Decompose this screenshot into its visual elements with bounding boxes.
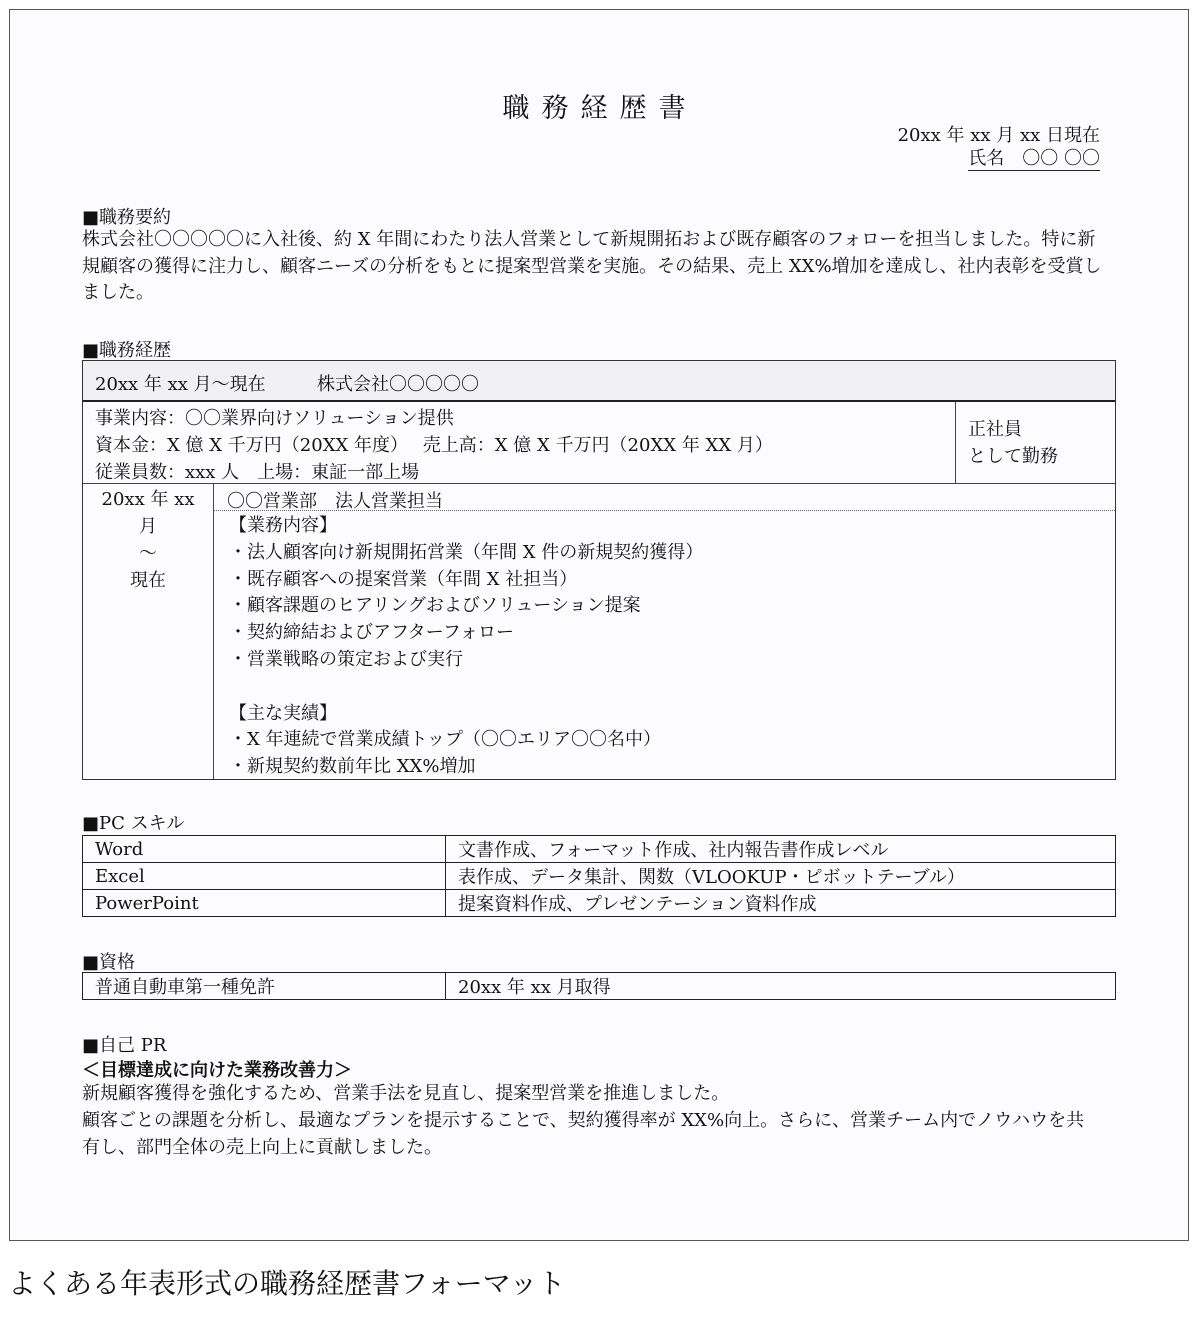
skill-tool: Word bbox=[83, 836, 446, 863]
history-heading: ■職務経歴 bbox=[82, 340, 172, 361]
resume-document bbox=[9, 9, 1189, 1241]
company-employees: 従業員数：xxx 人 上場：東証一部上場 bbox=[95, 462, 420, 483]
divider bbox=[83, 483, 1115, 484]
company-business: 事業内容：〇〇業界向けソリューション提供 bbox=[95, 408, 454, 429]
pc-skills-table bbox=[82, 835, 1116, 917]
achievements-heading: 【主な実績】 bbox=[229, 702, 337, 724]
skill-tool: PowerPoint bbox=[83, 890, 446, 917]
self-pr-subheading: ＜目標達成に向けた業務改善力＞ bbox=[82, 1060, 352, 1081]
period-line: 現在 bbox=[130, 570, 166, 591]
duty-item: ・既存顧客への提案営業（年間 X 社担当） bbox=[229, 568, 578, 590]
self-pr-line-1: 新規顧客獲得を強化するため、営業手法を見直し、提案型営業を推進しました。 bbox=[82, 1083, 730, 1104]
applicant-name: 氏名 〇〇 〇〇 bbox=[968, 148, 1100, 169]
duties-list bbox=[229, 513, 703, 781]
table-row bbox=[83, 890, 1116, 917]
blank-line bbox=[229, 674, 703, 701]
achievement-item: ・X 年連続で営業成績トップ（〇〇エリア〇〇名中） bbox=[229, 729, 661, 751]
document-date: 20xx 年 xx 月 xx 日現在 bbox=[897, 125, 1100, 146]
period-line: ～ bbox=[139, 543, 157, 564]
company-info bbox=[83, 402, 956, 484]
summary-heading: ■職務要約 bbox=[82, 207, 172, 228]
duty-item: ・契約締結およびアフターフォロー bbox=[229, 622, 514, 644]
achievement-item: ・新規契約数前年比 XX%増加 bbox=[229, 756, 476, 778]
period-cell bbox=[83, 484, 214, 779]
duties-heading: 【業務内容】 bbox=[229, 515, 337, 536]
image-caption: よくある年表形式の職務経歴書フォーマット bbox=[8, 1267, 566, 1300]
employment-type-line-1: 正社員 bbox=[968, 419, 1022, 440]
document-title: 職務経歴書 bbox=[502, 93, 698, 124]
career-history-table bbox=[82, 360, 1116, 780]
employment-type-line-2: として勤務 bbox=[968, 446, 1058, 467]
period-line: 月 bbox=[139, 516, 157, 537]
qualification-name: 普通自動車第一種免許 bbox=[83, 973, 446, 1000]
table-row bbox=[83, 973, 1116, 1000]
department: 〇〇営業部 法人営業担当 bbox=[227, 491, 443, 512]
skill-level: 提案資料作成、プレゼンテーション資料作成 bbox=[446, 890, 1116, 917]
skill-tool: Excel bbox=[83, 863, 446, 890]
career-header-row bbox=[83, 361, 1115, 402]
career-period: 20xx 年 xx 月～現在 bbox=[95, 374, 266, 395]
summary-text: 株式会社〇〇〇〇〇に入社後、約 X 年間にわたり法人営業として新規開拓および既存顧客のフォローを担当しました。特に新規顧客の獲得に注力し、顧客ニーズの分析をもとに提案型営業を実施。その結果、売上 XX%増加を達成し、社内表彰を受賞しました。 bbox=[82, 229, 1102, 303]
company-capital: 資本金：X 億 X 千万円（20XX 年度） 売上高：X 億 X 千万円（20XX 年 XX 月） bbox=[95, 435, 773, 456]
self-pr-heading: ■自己 PR bbox=[82, 1035, 167, 1056]
period-line: 20xx 年 xx bbox=[101, 489, 195, 510]
duty-item: ・法人顧客向け新規開拓営業（年間 X 件の新規契約獲得） bbox=[229, 541, 704, 563]
qualifications-table bbox=[82, 972, 1116, 1000]
duty-item: ・顧客課題のヒアリングおよびソリューション提案 bbox=[229, 595, 641, 617]
dotted-divider bbox=[214, 510, 1115, 511]
skill-level: 文書作成、フォーマット作成、社内報告書作成レベル bbox=[446, 836, 1116, 863]
qualification-date: 20xx 年 xx 月取得 bbox=[446, 973, 1116, 1000]
self-pr-line-2: 顧客ごとの課題を分析し、最適なプランを提示することで、契約獲得率が XX%向上。さらに、営業チーム内でノウハウを共有し、部門全体の売上向上に貢献しました。 bbox=[82, 1110, 1085, 1158]
pc-skills-heading: ■PC スキル bbox=[82, 813, 185, 834]
skill-level: 表作成、データ集計、関数（VLOOKUP・ピボットテーブル） bbox=[446, 863, 1116, 890]
qualifications-heading: ■資格 bbox=[82, 952, 136, 973]
table-row bbox=[83, 863, 1116, 890]
career-company: 株式会社〇〇〇〇〇 bbox=[317, 374, 479, 395]
table-row bbox=[83, 836, 1116, 863]
employment-type bbox=[968, 416, 1058, 470]
duty-item: ・営業戦略の策定および実行 bbox=[229, 648, 463, 670]
